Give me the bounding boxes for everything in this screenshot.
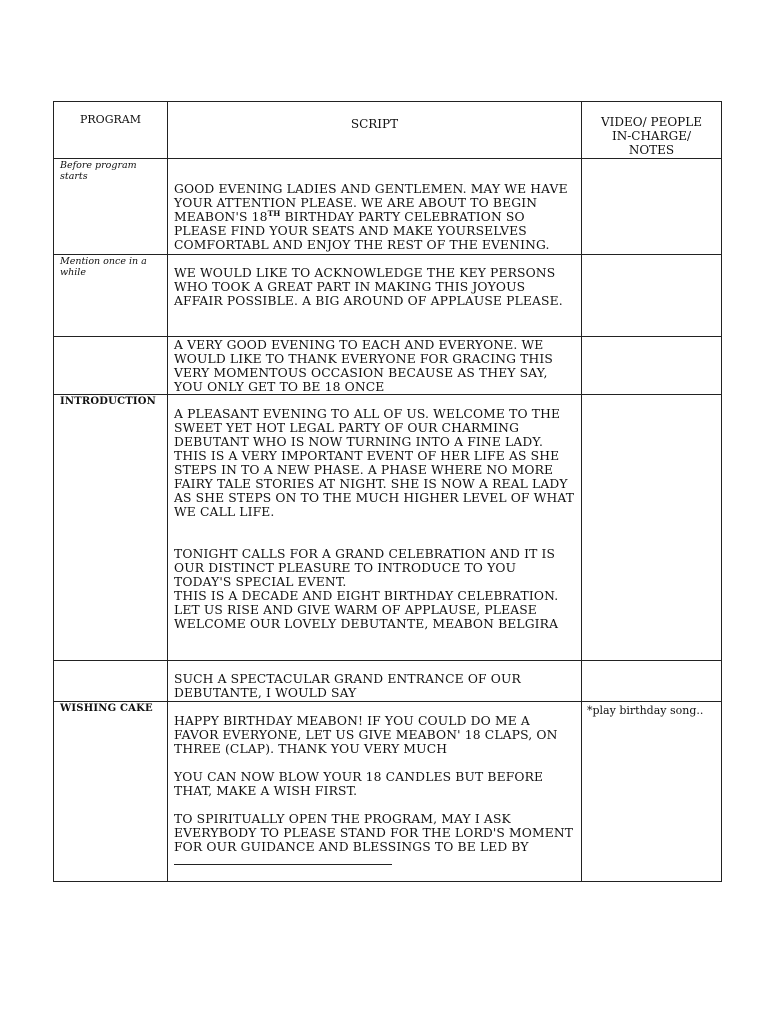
ordinal-superscript: TH	[267, 208, 281, 218]
header-script-cell	[168, 102, 582, 159]
table-row	[54, 702, 722, 882]
program-script-table	[53, 101, 722, 882]
notes-text	[582, 661, 721, 663]
program-label: Before program starts	[60, 160, 137, 182]
table-row	[54, 395, 722, 661]
notes-text	[582, 255, 721, 257]
program-label	[54, 337, 167, 338]
header-script: SCRIPT	[350, 117, 399, 131]
script-text-part: GOOD EVENING LADIES AND GENTLEMEN. MAY WE HAVE YOUR ATTENTION PLEASE. WE ARE ABOUT TO BEGIN MEABON'S 18	[174, 182, 568, 224]
script-text	[168, 395, 581, 631]
header-notes-line: IN-CHARGE/	[611, 129, 692, 143]
program-cell	[54, 255, 168, 337]
program-cell	[54, 159, 168, 255]
script-paragraph: TONIGHT CALLS FOR A GRAND CELEBRATION AND IT IS OUR DISTINCT PLEASURE TO INTRODUCE TO YOU TODAY'S SPECIAL EVENT.	[174, 547, 556, 589]
script-paragraph	[174, 812, 577, 868]
script-text-part: BIRTHDAY PARTY CELEBRATION SO PLEASE FIND YOUR SEATS AND MAKE YOURSELVES COMFORTABL AND ENJOY THE REST OF THE EVENING.	[174, 210, 550, 252]
table-row	[54, 159, 722, 255]
program-label	[54, 661, 167, 662]
script-cell	[168, 159, 582, 255]
header-notes-line: NOTES	[628, 143, 675, 157]
script-text	[168, 702, 581, 868]
script-text-part: TO SPIRITUALLY OPEN THE PROGRAM, MAY I ASK EVERYBODY TO PLEASE STAND FOR THE LORD'S MOMENT FOR OUR GUIDANCE AND BLESSINGS TO BE LED BY	[174, 812, 574, 854]
notes-cell	[582, 395, 722, 661]
table-header-row	[54, 102, 722, 159]
script-paragraph: YOU CAN NOW BLOW YOUR 18 CANDLES BUT BEFORE THAT, MAKE A WISH FIRST.	[174, 770, 544, 798]
header-notes-cell	[582, 102, 722, 159]
program-cell	[54, 661, 168, 702]
script-text: A VERY GOOD EVENING TO EACH AND EVERYONE. WE WOULD LIKE TO THANK EVERYONE FOR GRACING THIS VERY MOMENTOUS OCCASION BECAUSE AS THEY SAY, YOU ONLY GET TO BE 18 ONCE	[174, 338, 553, 394]
script-paragraph: THIS IS A DECADE AND EIGHT BIRTHDAY CELEBRATION. LET US RISE AND GIVE WARM OF APPLAUSE, PLEASE WELCOME OUR LOVELY DEBUTANTE, MEABON BELGIRA	[174, 589, 559, 631]
notes-cell	[582, 255, 722, 337]
program-label: WISHING CAKE	[60, 703, 153, 714]
script-paragraph: HAPPY BIRTHDAY MEABON! IF YOU COULD DO ME A FAVOR EVERYONE, LET US GIVE MEABON' 18 CLAPS, ON THREE (CLAP). THANK YOU VERY MUCH	[174, 714, 558, 756]
notes-cell	[582, 702, 722, 882]
script-cell	[168, 661, 582, 702]
script-text: WE WOULD LIKE TO ACKNOWLEDGE THE KEY PERSONS WHO TOOK A GREAT PART IN MAKING THIS JOYOUS AFFAIR POSSIBLE. A BIG AROUND OF APPLAUSE PLEASE.	[174, 266, 563, 308]
script-paragraph: A PLEASANT EVENING TO ALL OF US. WELCOME TO THE SWEET YET HOT LEGAL PARTY OF OUR CHARMING DEBUTANT WHO IS NOW TURNING INTO A FINE LADY. THIS IS A VERY IMPORTANT EVENT OF HER LIFE AS SHE STEPS IN TO A NEW PHASE. A PHASE WHERE NO MORE FAIRY TALE STORIES AT NIGHT. SHE IS NOW A REAL LADY AS SHE STEPS ON TO THE MUCH HIGHER LEVEL OF WHAT WE CALL LIFE.	[174, 407, 575, 519]
notes-cell	[582, 661, 722, 702]
table-row	[54, 661, 722, 702]
script-cell	[168, 337, 582, 395]
program-cell	[54, 702, 168, 882]
notes-cell	[582, 337, 722, 395]
program-label: INTRODUCTION	[60, 396, 157, 407]
notes-text	[582, 159, 721, 161]
program-cell	[54, 337, 168, 395]
fill-in-blank-line	[174, 855, 392, 865]
script-text: SUCH A SPECTACULAR GRAND ENTRANCE OF OUR DEBUTANTE, I WOULD SAY	[174, 672, 521, 700]
notes-text	[582, 395, 721, 397]
script-cell	[168, 255, 582, 337]
notes-cell	[582, 159, 722, 255]
program-cell	[54, 395, 168, 661]
script-cell	[168, 702, 582, 882]
header-program: PROGRAM	[80, 113, 141, 126]
table-row	[54, 337, 722, 395]
notes-text	[582, 337, 721, 339]
notes-text: *play birthday song..	[587, 704, 704, 717]
header-notes-line: VIDEO/ PEOPLE	[601, 115, 702, 129]
header-notes	[582, 102, 721, 157]
script-cell	[168, 395, 582, 661]
header-program-cell	[54, 102, 168, 159]
script-text	[168, 159, 581, 252]
program-label: Mention once in a while	[60, 256, 147, 278]
table-row	[54, 255, 722, 337]
